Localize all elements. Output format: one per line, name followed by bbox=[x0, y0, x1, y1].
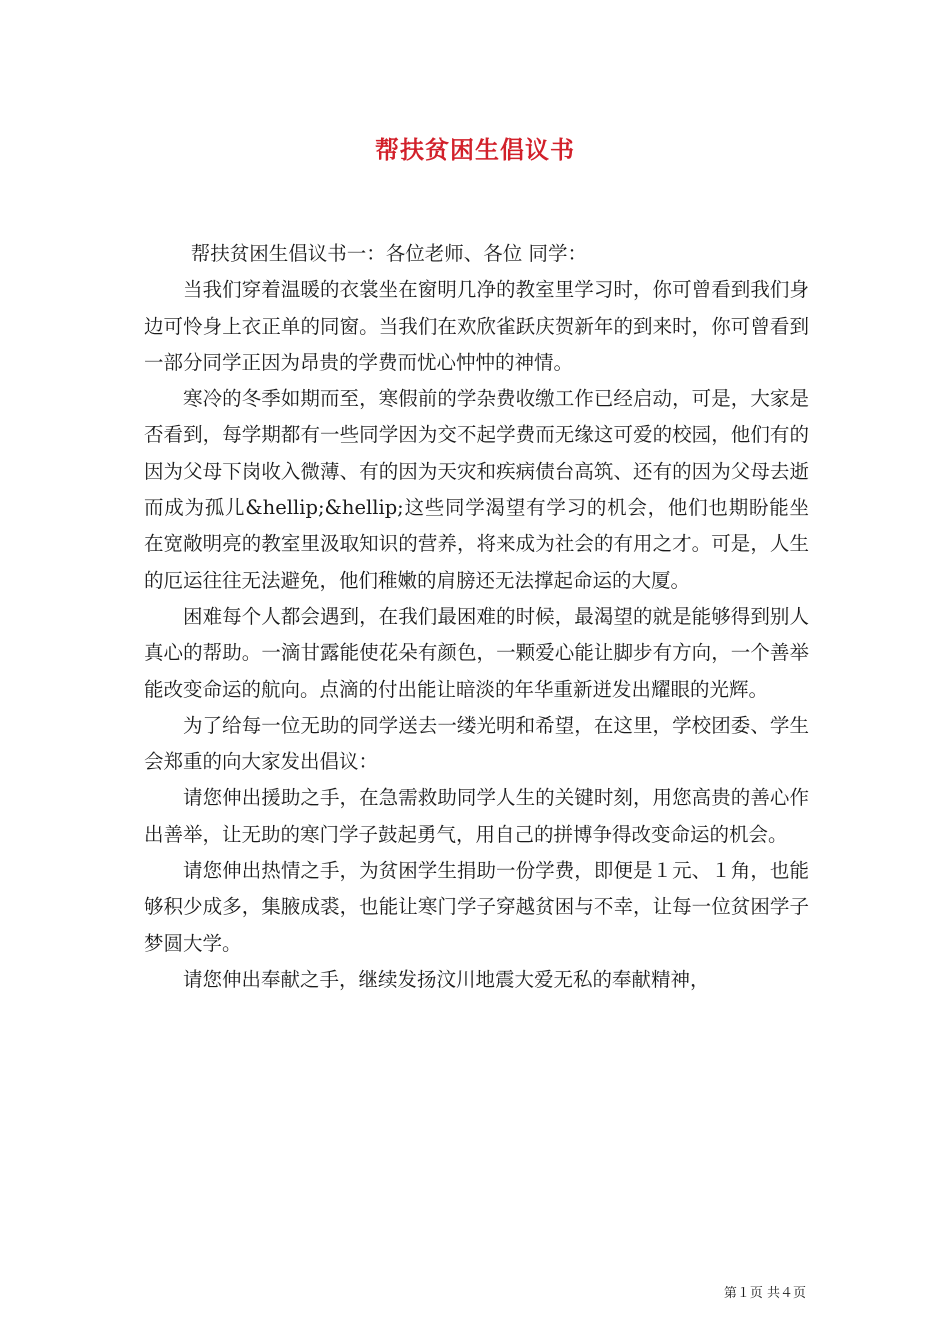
paragraph: 困难每个人都会遇到，在我们最困难的时候，最渴望的就是能够得到别人真心的帮助。一滴甘露能使花朵有颜色，一颗爱心能让脚步有方向，一个善举能改变命运的航向。点滴的付出能让暗淡的年华重新迸发出耀眼的光辉。 bbox=[144, 604, 809, 701]
paragraph: 寒冷的冬季如期而至，寒假前的学杂费收缴工作已经启动，可是，大家是否看到，每学期都有一些同学因为交不起学费而无缘这可爱的校园，他们有的因为父母下岗收入微薄、有的因为天灾和疾病债台高筑、还有的因为父母去逝而成为孤儿&hellip;&hellip;这些同学渴望有学习的机会，他们也期盼能坐在宽敞明亮的教室里汲取知识的营养，将来成为社会的有用之才。可是，人生的厄运往往无法避免，他们稚嫩的肩膀还无法撑起命运的大厦。 bbox=[144, 387, 809, 592]
document-title: 帮扶贫困生倡议书 bbox=[375, 135, 575, 164]
paragraph: 请您伸出热情之手，为贫困学生捐助一份学费，即便是１元、１角，也能够积少成多，集腋成裘，也能让寒门学子穿越贫困与不幸，让每一位贫困学子梦圆大学。 bbox=[144, 859, 809, 955]
paragraph: 为了给每一位无助的同学送去一缕光明和希望，在这里，学校团委、学生会郑重的向大家发出倡议： bbox=[144, 713, 809, 774]
paragraph: 请您伸出援助之手，在急需救助同学人生的关键时刻，用您高贵的善心作出善举，让无助的寒门学子鼓起勇气，用自己的拼博争得改变命运的机会。 bbox=[144, 786, 809, 846]
page-number-footer: 第１页 共４页 bbox=[723, 1286, 806, 1301]
document-body bbox=[144, 236, 809, 998]
paragraph-salutation: 帮扶贫困生倡议书一：各位老师、各位 同学： bbox=[190, 242, 587, 265]
paragraph: 请您伸出奉献之手，继续发扬汶川地震大爱无私的奉献精神， bbox=[183, 967, 710, 991]
paragraph: 当我们穿着温暖的衣裳坐在窗明几净的教室里学习时，你可曾看到我们身边可怜身上衣正单的同窗。当我们在欢欣雀跃庆贺新年的到来时，你可曾看到一部分同学正因为昂贵的学费而忧心忡忡的神情。 bbox=[144, 278, 809, 374]
